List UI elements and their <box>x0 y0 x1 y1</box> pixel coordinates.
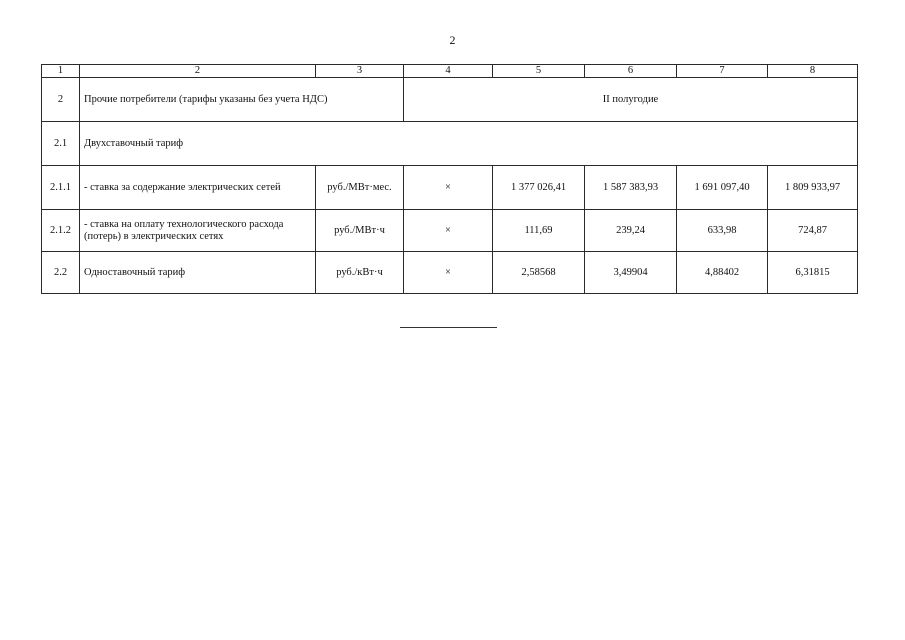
value-cell: 239,24 <box>585 210 677 252</box>
header-cell: 1 <box>42 65 80 78</box>
value-cell: 724,87 <box>768 210 858 252</box>
header-cell: 7 <box>677 65 768 78</box>
table-row <box>42 166 858 210</box>
value-cell: × <box>404 252 493 294</box>
table-row <box>42 78 858 122</box>
row-number: 2 <box>42 78 80 122</box>
header-cell: 3 <box>316 65 404 78</box>
value-cell: 6,31815 <box>768 252 858 294</box>
header-cell: 8 <box>768 65 858 78</box>
value-cell: × <box>404 166 493 210</box>
row-number: 2.1.1 <box>42 166 80 210</box>
value-cell: 1 377 026,41 <box>493 166 585 210</box>
value-cell: 4,88402 <box>677 252 768 294</box>
row-name: - ставка за содержание электрических сетей <box>80 166 316 210</box>
header-cell: 2 <box>80 65 316 78</box>
row-name: - ставка на оплату технологического расхода (потерь) в электрических сетях <box>80 210 316 252</box>
period-label: II полугодие <box>404 78 858 122</box>
value-cell: 1 691 097,40 <box>677 166 768 210</box>
value-cell: × <box>404 210 493 252</box>
tariff-table <box>41 64 858 294</box>
header-cell: 4 <box>404 65 493 78</box>
table-row <box>42 252 858 294</box>
header-row <box>42 65 858 78</box>
value-cell: 2,58568 <box>493 252 585 294</box>
row-name: Двухставочный тариф <box>80 122 858 166</box>
row-number: 2.1 <box>42 122 80 166</box>
row-name: Прочие потребители (тарифы указаны без учета НДС) <box>80 78 404 122</box>
page-number: 2 <box>449 33 456 47</box>
table-row <box>42 122 858 166</box>
header-cell: 6 <box>585 65 677 78</box>
unit-cell: руб./кВт·ч <box>316 252 404 294</box>
header-cell: 5 <box>493 65 585 78</box>
value-cell: 1 809 933,97 <box>768 166 858 210</box>
table-row <box>42 210 858 252</box>
unit-cell: руб./МВт·мес. <box>316 166 404 210</box>
value-cell: 633,98 <box>677 210 768 252</box>
row-number: 2.1.2 <box>42 210 80 252</box>
unit-cell: руб./МВт·ч <box>316 210 404 252</box>
row-number: 2.2 <box>42 252 80 294</box>
value-cell: 1 587 383,93 <box>585 166 677 210</box>
row-name: Одноставочный тариф <box>80 252 316 294</box>
value-cell: 111,69 <box>493 210 585 252</box>
value-cell: 3,49904 <box>585 252 677 294</box>
end-rule <box>400 327 497 328</box>
